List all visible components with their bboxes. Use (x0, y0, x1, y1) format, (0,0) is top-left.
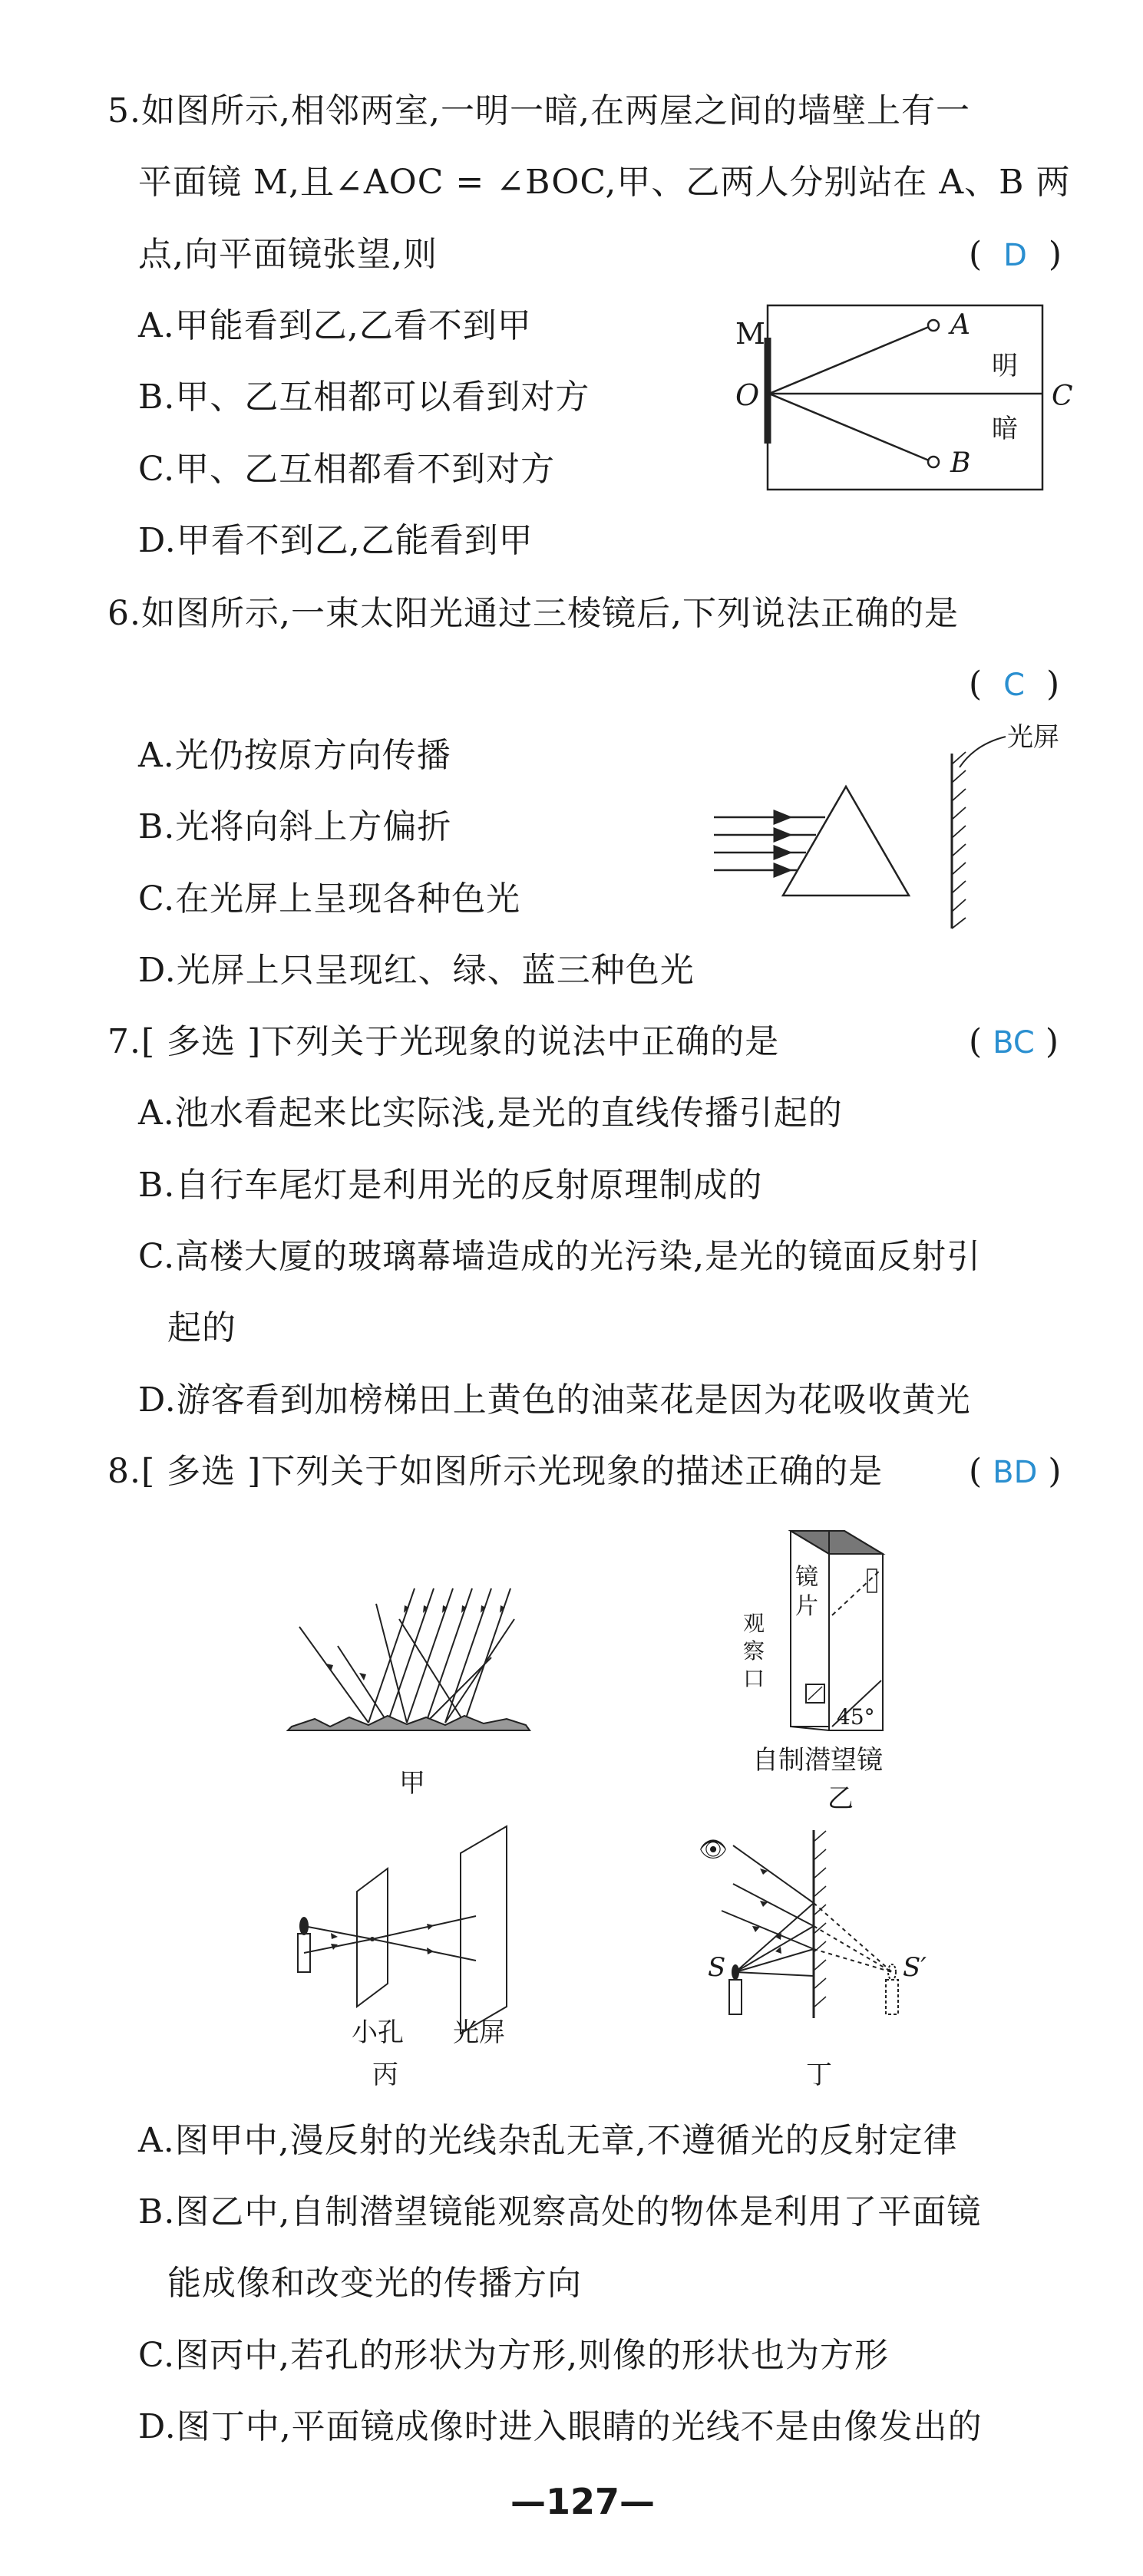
q5-label-o: O (735, 378, 760, 412)
q8-fig-ding (691, 1826, 967, 2103)
q7-option-b: B.自行车尾灯是利用光的反射原理制成的 (138, 1166, 763, 1205)
q8-label-s-prime: S′ (903, 1952, 927, 1983)
q6-prism (783, 787, 909, 895)
q8-label-s: S (708, 1952, 726, 1983)
q6-label-screen: 光屏 (1007, 722, 1059, 753)
q8-label-mirror-1: 镜 (795, 1564, 818, 1591)
q8-option-d: D.图丁中,平面镜成像时进入眼睛的光线不是由像发出的 (138, 2407, 983, 2446)
q8-label-bing-screen: 光屏 (453, 2017, 505, 2048)
q8-label-bing-hole: 小孔 (352, 2017, 404, 2048)
q8-answer-value: BD (993, 1455, 1038, 1490)
q8-option-b-cont: 能成像和改变光的传播方向 (167, 2264, 582, 2303)
q8-label-yi: 乙 (828, 1783, 854, 1814)
q8-fig-yi (737, 1523, 944, 1822)
q5-option-a: A.甲能看到乙,乙看不到甲 (138, 306, 532, 345)
q8-label-angle: 45° (837, 1704, 875, 1730)
q8-fig-jia (284, 1573, 537, 1819)
q7-stem-line1: 7.[ 多选 ]下列关于光现象的说法中正确的是 (107, 1022, 780, 1061)
q5-option-c: C.甲、乙互相都看不到对方 (138, 450, 556, 489)
q7-option-c: C.高楼大厦的玻璃幕墙造成的光污染,是光的镜面反射引 (138, 1237, 982, 1276)
q8-label-bing: 丙 (372, 2060, 398, 2090)
q5-label-m: M (735, 317, 765, 351)
q5-label-bright: 明 (992, 351, 1018, 381)
q5-point-b (928, 457, 939, 467)
q6-option-c: C.在光屏上呈现各种色光 (138, 879, 521, 919)
q7-option-c-cont: 起的 (167, 1308, 236, 1347)
q8-label-window-1: 观 (743, 1611, 765, 1636)
q8-answer: ( BD ) (969, 1452, 1062, 1491)
q8-label-window-3: 口 (743, 1666, 765, 1691)
q5-option-b: B.甲、乙互相都可以看到对方 (138, 378, 590, 417)
q8-option-c: C.图丙中,若孔的形状为方形,则像的形状也为方形 (138, 2336, 890, 2375)
q7-option-a: A.池水看起来比实际浅,是光的直线传播引起的 (138, 1093, 843, 1133)
q8-eye-icon: 👁 (699, 1836, 728, 1863)
q8-label-jia: 甲 (399, 1768, 425, 1799)
q8-fig-bing (284, 1822, 545, 2099)
q8-label-yi-caption: 自制潜望镜 (752, 1745, 883, 1776)
q6-answer-value: C (1003, 668, 1026, 703)
q5-option-d: D.甲看不到乙,乙能看到甲 (138, 521, 534, 560)
page-number: —127— (510, 2481, 656, 2522)
q6-option-b: B.光将向斜上方偏折 (138, 807, 452, 846)
q5-stem-line1: 5.如图所示,相邻两室,一明一暗,在两屋之间的墙壁上有一 (107, 91, 970, 130)
q5-stem-line3: 点,向平面镜张望,则 (138, 235, 438, 274)
q5-point-a (928, 320, 939, 331)
q5-label-c: C (1052, 381, 1073, 412)
q6-prism-diagram (706, 714, 1105, 952)
q8-stem-line1: 8.[ 多选 ]下列关于如图所示光现象的描述正确的是 (107, 1452, 884, 1491)
q5-stem-line2: 平面镜 M,且∠AOC = ∠BOC,甲、乙两人分别站在 A、B 两 (138, 163, 1071, 202)
q6-option-a: A.光仍按原方向传播 (138, 736, 451, 775)
q7-answer: ( BC ) (969, 1022, 1059, 1061)
q6-answer: ( C ) (969, 665, 1060, 704)
q8-label-ding: 丁 (806, 2060, 832, 2090)
q8-label-mirror-2: 片 (795, 1593, 818, 1620)
q5-label-a: A (950, 309, 970, 341)
q5-answer: ( D ) (969, 235, 1062, 274)
q5-label-b: B (950, 447, 971, 479)
q6-option-d: D.光屏上只呈现红、绿、蓝三种色光 (138, 951, 695, 990)
q8-option-a: A.图甲中,漫反射的光线杂乱无章,不遵循光的反射定律 (138, 2121, 958, 2160)
q6-stem-line1: 6.如图所示,一束太阳光通过三棱镜后,下列说法正确的是 (107, 594, 959, 633)
q5-answer-value: D (1003, 238, 1027, 273)
q5-label-dark: 暗 (992, 414, 1018, 444)
q7-option-d: D.游客看到加榜梯田上黄色的油菜花是因为花吸收黄光 (138, 1380, 971, 1420)
q7-answer-value: BC (993, 1025, 1035, 1060)
q8-label-window-2: 察 (743, 1638, 765, 1664)
q8-option-b: B.图乙中,自制潜望镜能观察高处的物体是利用了平面镜 (138, 2192, 982, 2231)
q5-mirror-diagram (722, 299, 1098, 506)
